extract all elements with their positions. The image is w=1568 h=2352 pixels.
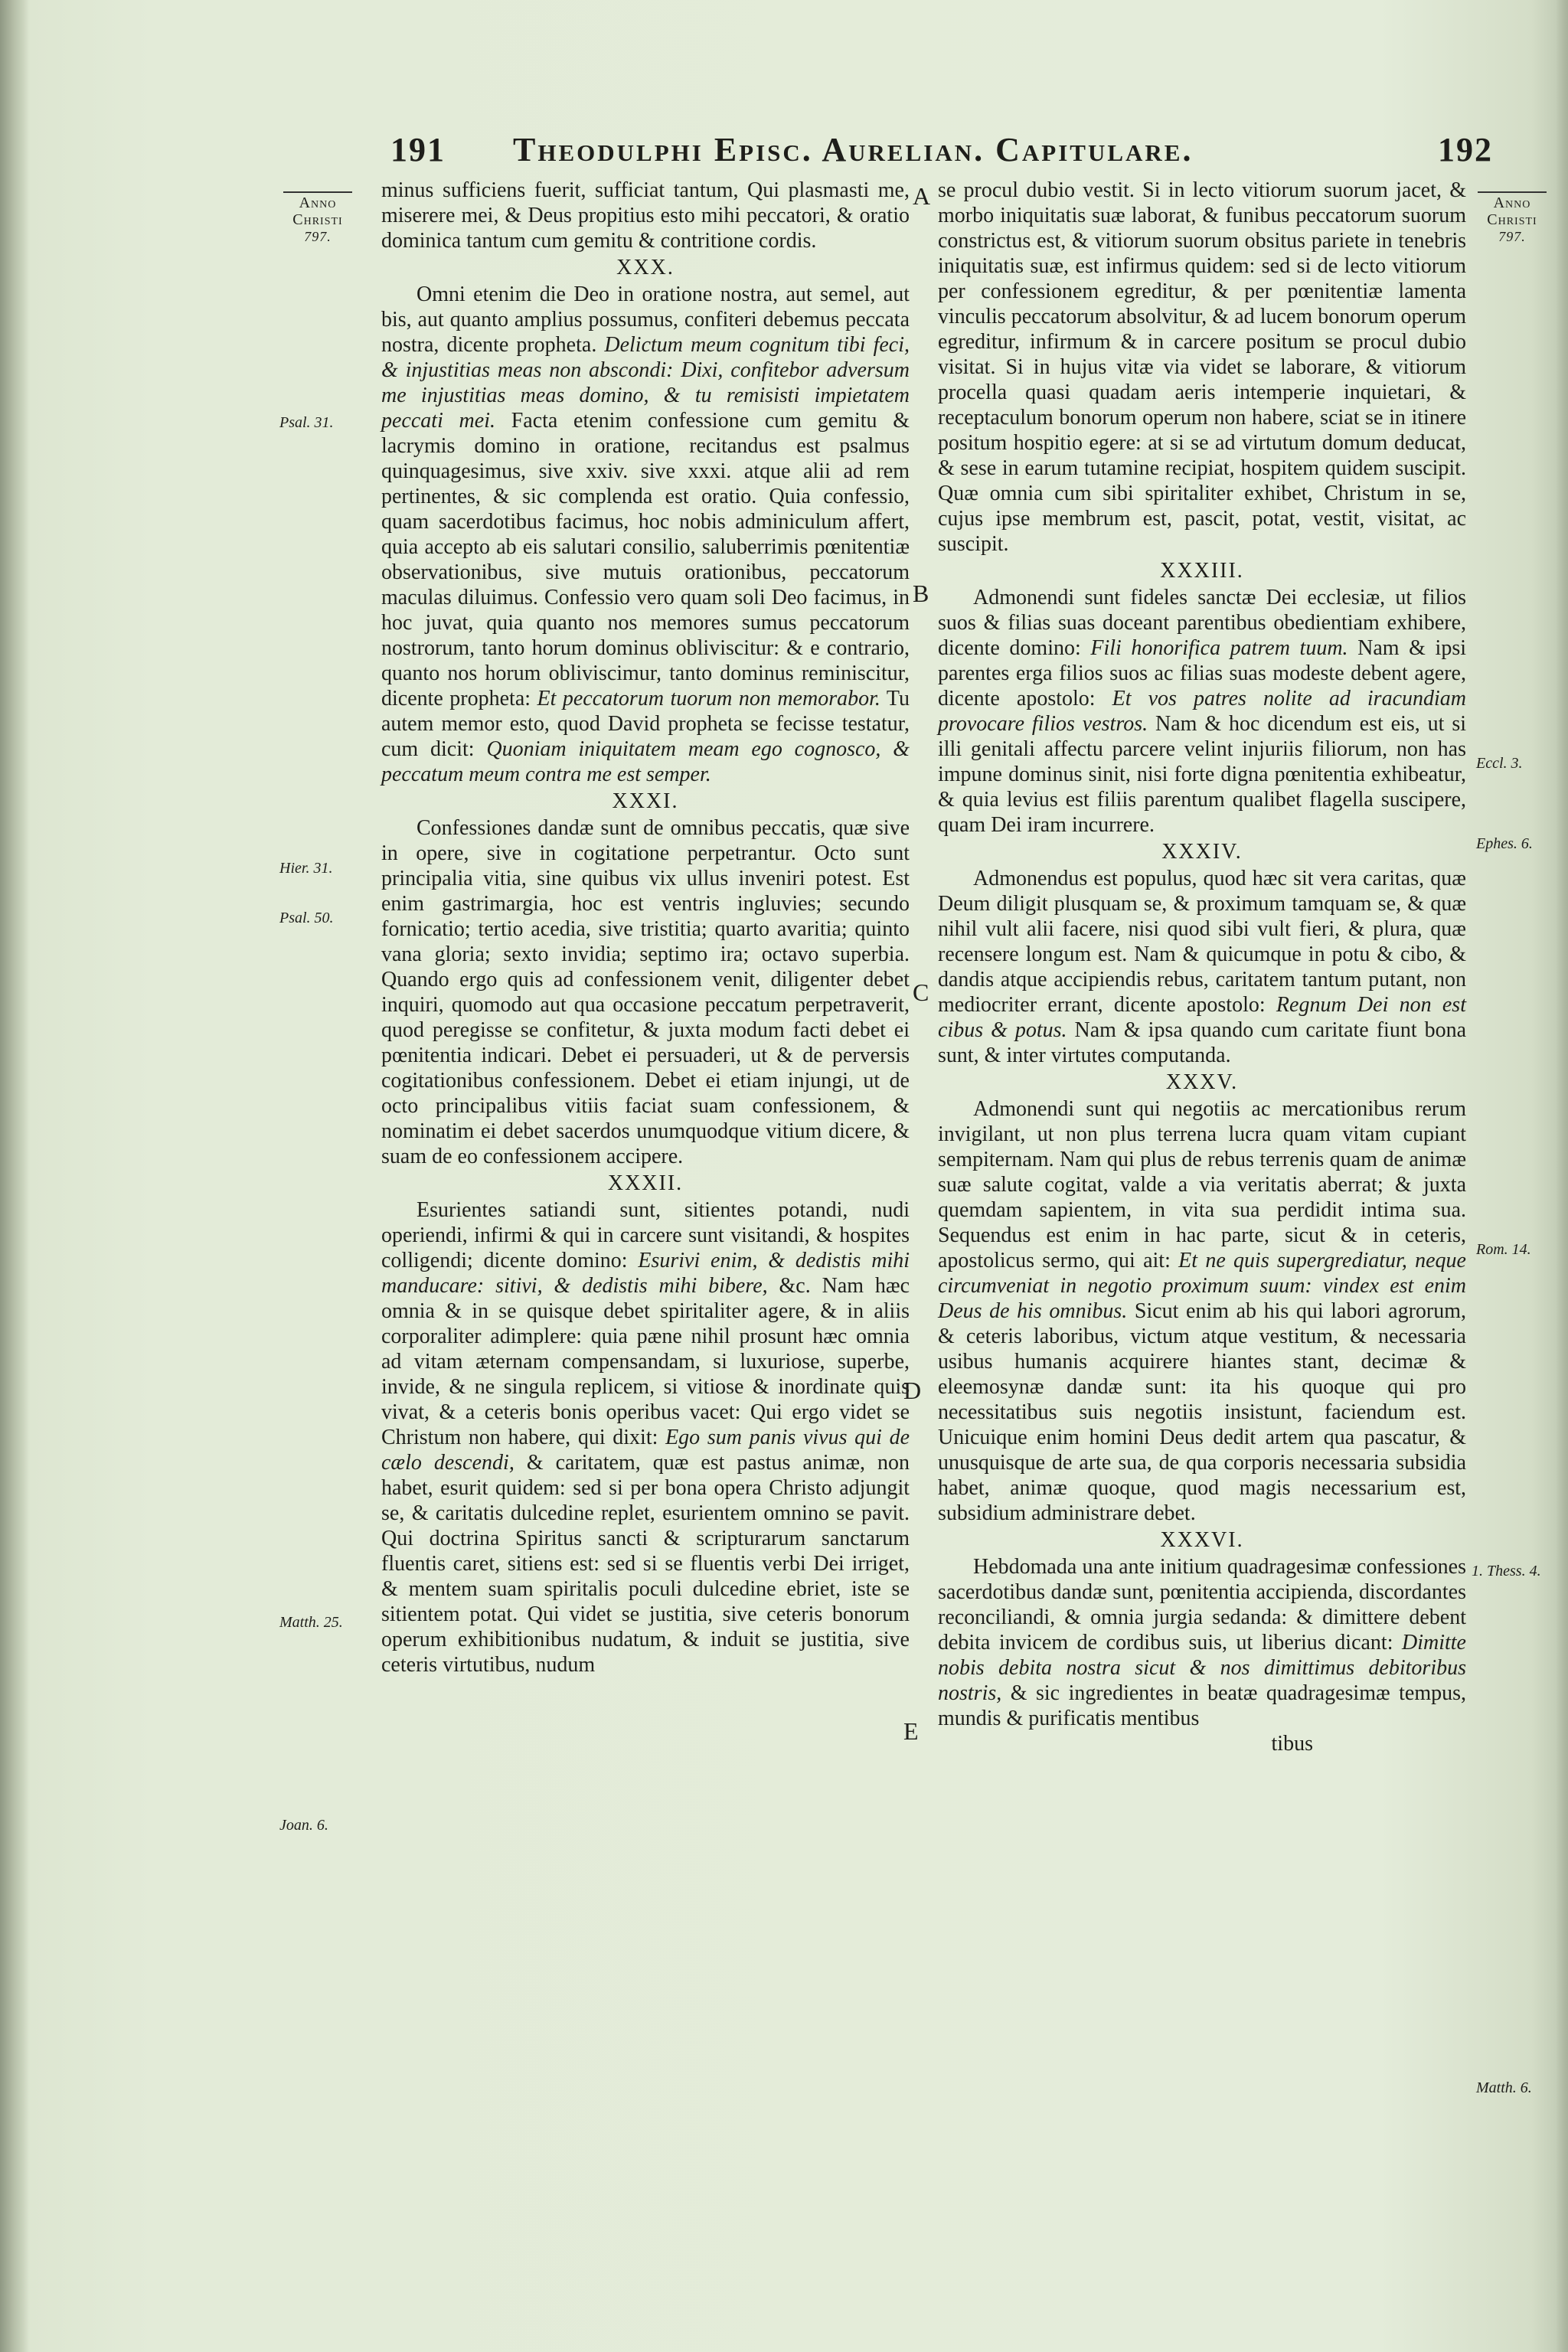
margin-ref-eccl-3: Eccl. 3. — [1476, 755, 1523, 772]
margin-ref-matth-25: Matth. 25. — [279, 1614, 343, 1631]
section-letter-b: B — [913, 580, 929, 607]
page-edge-shadow — [1556, 0, 1568, 2352]
section-heading-xxxvi: XXXVI. — [1160, 1528, 1244, 1552]
christi-label: Christi — [292, 211, 343, 228]
catchword: tibus — [1271, 1732, 1313, 1756]
paragraph: Admonendi sunt fideles sanctæ Dei ecclesiæ, ut filios suos & filias suas doceant parentibus obedientiam exhibere, dicente domino: Fili honorifica patrem tuum. Nam & ipsi parentes erga filios suos ac filias suas modeste debent agere, dicente apostolo: Et vos patres nolite ad iracundiam provocare filios vestros. Nam & hoc dicendum est eis, ut si illi genitali affectu parcere velint injuriis filiorum, non has impune dominus sinit, nisi forte digna pœnitentia exhibeatur, & quia levius est filiis parentum qualibet flagella suscipere, quam Dei iram incurrere. — [938, 586, 1466, 837]
running-head — [390, 130, 1493, 176]
margin-ref-hier-31: Hier. 31. — [279, 860, 333, 877]
scripture-quote: Regnum Dei non est cibus & potus. — [938, 993, 1466, 1042]
section-letter-a: A — [913, 182, 931, 210]
scripture-quote: Ego sum panis vivus qui de cælo descendi, — [381, 1426, 910, 1475]
section-letter-e: E — [903, 1717, 919, 1745]
margin-ref-rom-14: Rom. 14. — [1476, 1241, 1531, 1258]
section-heading-xxxv: XXXV. — [1165, 1070, 1239, 1094]
paragraph: Omni etenim die Deo in oratione nostra, aut semel, aut bis, aut quanto amplius possumus, confiteri debemus peccata nostra, dicente propheta. Delictum meum cognitum tibi feci, & injustitias meas non abscondi: Dixi, confitebor adversum me injustitias meas domino, & tu remisisti impietatem peccati mei. Facta etenim confessione cum gemitu & lacrymis domino in oratione, recitandus est psalmus quinquagesimus, sive xxiv. sive xxxi. atque alii ad rem pertinentes, & sic complenda est oratio. Quia confessio, quam sacerdotibus facimus, hoc nobis adminiculum affert, quia accepto ab eis salutari consilio, saluberrimis pœnitentiæ observationibus, sive mutuis orationibus, peccatorum maculas diluimus. Confessio vero quam soli Deo facimus, in hoc juvat, quia quanto nos memores sumus peccatorum nostrorum, tanto horum dominus obliviscitur: & e contrario, quanto nos horum obliviscimur, tanto dominus reminiscitur, dicente propheta: Et peccatorum tuorum non memorabor. Tu autem memor esto, quod David propheta se fecisse testatur, cum dicit: Quoniam iniquitatem meam ego cognosco, & peccatum meum contra me est semper. — [381, 283, 910, 786]
anno-christi-right — [1474, 191, 1550, 245]
section-heading-xxxii: XXXII. — [607, 1171, 684, 1195]
margin-ref-psal-50: Psal. 50. — [279, 910, 334, 926]
anno-label: Anno — [1493, 194, 1531, 211]
paragraph: Admonendi sunt qui negotiis ac mercationibus rerum invigilant, ut non plus terrena lucra quam vitam cupiant sempiternam. Nam qui plus de rebus terrenis quam de animæ suæ salute cogitat, valde a via veritatis aberrat; & juxta quemdam sapientem, in vita sua perdidit intima sua. Sequendus est enim in hac parte, sicut & in ceteris, apostolicus sermo, qui ait: Et ne quis supergrediatur, neque circumveniat in negotio proximum suum: vindex est enim Deus de his omnibus. Sicut enim ab his qui labori agrorum, & ceteris laboribus, victum atque vestitum, & necessaria usibus humanis acquirere hiantes stant, decimæ & eleemosynæ dandæ sunt: ita his quoque qui pro necessitatibus suis negotiis insistunt, faciendum est. Unicuique enim homini Deus dedit artem qua pascatur, & unusquisque de arte sua, de qua corporis necessaria subsidia habet, animæ quoque, quod magis necessarium est, subsidium administrare debet. — [938, 1097, 1467, 1525]
paragraph: se procul dubio vestit. Si in lecto vitiorum suorum jacet, & morbo iniquitatis suæ laborat, & funibus peccatorum suorum constrictus est, & vitiorum suorum obsitus pariete in tenebris iniquitatis suæ, est infirmus quidem: sed si de lecto vitiorum per confessionem egreditur, & per pœnitentiæ lamenta vinculis peccatorum absolvitur, & ad lucem bonorum operum egreditur, infirmum & in carcere positum se procul dubio visitat. Si in hujus vitæ via videt se laborare, & vitiorum procella quasi quadam aeris intemperie inquietari, & receptaculum bonorum operum non habere, sciat se in itinere positum hospitio egere: at si se ad virtutum domum deducat, & sese in earum tutamine recipiat, hospitem quidem suscipit. Quæ omnia cum sibi spiritaliter exhibet, Christum in se, cujus ipse membrum est, pascit, potat, vestit, visitat, ac suscipit. — [938, 178, 1466, 556]
margin-ref-matth-6: Matth. 6. — [1476, 2079, 1532, 2096]
section-letter-d: D — [903, 1377, 922, 1404]
year-label: 797. — [1498, 229, 1526, 244]
margin-ref-thess-4: 1. Thess. 4. — [1472, 1563, 1541, 1579]
scripture-quote: Delictum meum cognitum tibi feci, & injustitias meas non abscondi: Dixi, confitebor adversum me injustitias meas domino, & tu remisisti impietatem peccati mei. — [381, 333, 910, 433]
section-letter-c: C — [913, 978, 929, 1006]
scripture-quote: Dimitte nobis debita nostra sicut & nos dimittimus debitoribus nostris, — [938, 1631, 1466, 1705]
margin-ref-ephes-6: Ephes. 6. — [1476, 835, 1533, 852]
paragraph: Esurientes satiandi sunt, sitientes potandi, nudi operiendi, infirmi & qui in carcere sunt visitandi, & hospites colligendi; dicente domino: Esurivi enim, & dedistis mihi manducare: sitivi, & dedistis mihi bibere, &c. Nam hæc omnia & in se quisque debet spiritaliter agere, & in aliis corporaliter adimplere: quia pæne nihil prosunt hæc omnia ad vitam æternam compensandam, si luxuriose, superbe, invide, & ne singula replicem, si vitiose & inordinate quis vivat, & a ceteris bonis operibus vacet: Qui ergo videt se Christum non habere, qui dixit: Ego sum panis vivus qui de cælo descendi, & caritatem, quæ est pastus animæ, non habet, esurit quidem: sed si per bona opera Christo adjungit se, & caritatis dulcedine replet, esurientem omnino se pavit. Qui doctrina Spiritus sancti & scripturarum sanctarum fluentis caret, sitiens est: sed si se fluentis verbi Dei irriget, & mentem suam spiritalis poculi dulcedine ebriet, iste se sitientem potat. Qui videt se justitia, sive ceteris bonorum operum exhibitionibus nudatum, & induit se justitia, sive ceteris virtutibus, nudum — [381, 1198, 910, 1677]
year-label: 797. — [304, 229, 332, 244]
book-gutter-shadow — [0, 0, 29, 2352]
section-heading-xxx: XXX. — [616, 256, 675, 279]
anno-label: Anno — [299, 194, 337, 211]
paragraph: minus sufficiens fuerit, sufficiat tantum, Qui plasmasti me, miserere mei, & Deus propitius esto mihi peccatori, & oratio dominica tantum cum gemitu & contritione cordis. — [381, 178, 910, 253]
page-title: Theodulphi Episc. Aurelian. Capitulare. — [513, 131, 1194, 168]
section-heading-xxxiv: XXXIV. — [1161, 840, 1243, 864]
right-text-column — [938, 178, 1466, 1756]
scripture-quote: Et ne quis supergrediatur, neque circumveniat in negotio proximum suum: vindex est enim Deus de his omnibus. — [938, 1249, 1466, 1323]
margin-ref-joan-6: Joan. 6. — [279, 1817, 328, 1834]
paragraph: Confessiones dandæ sunt de omnibus peccatis, quæ sive in opere, sive in cogitatione perpetrantur. Octo sunt principalia vitia, sine quibus vix ullus inveniri potest. Est enim gastrimargia, hoc est ventris ingluvies; secundo fornicatio; tertio acedia, sive tristitia; quarto avaritia; quinto vana gloria; sexto invidia; septimo ira; octavo superbia. Quando ergo quis ad confessionem venit, diligenter debet inquiri, quomodo aut qua occasione peccatum perpetraverit, quod peregisse se confitetur, & juxta modum facti debet ei pœnitentia indicari. Debet ei persuaderi, ut & de perversis cogitationibus confessionem. Debet ei etiam injungi, ut de octo principalibus vitiis faciat suam confessionem, & nominatim ei debet sacerdos unumquodque vitium dicere, & suam de eo confessionem accipere. — [381, 816, 910, 1168]
left-text-column — [381, 178, 910, 1677]
scripture-quote: Et vos patres nolite ad iracundiam provocare filios vestros. — [938, 687, 1466, 736]
section-heading-xxxiii: XXXIII. — [1160, 559, 1244, 583]
scripture-quote: Fili honorifica patrem tuum. — [1090, 636, 1348, 660]
scripture-quote: Esurivi enim, & dedistis mihi manducare: sitivi, & dedistis mihi bibere, — [381, 1249, 910, 1298]
paragraph: Hebdomada una ante initium quadragesimæ confessiones sacerdotibus dandæ sunt, pœnitentia accipienda, discordantes reconciliandi, & omnia jurgia sedanda: & dimittere debent debita invicem de cordibus suis, ut liberius dicant: Dimitte nobis debita nostra sicut & nos dimittimus debitoribus nostris, & sic ingredientes in beatæ quadragesimæ tempus, mundis & purificatis mentibus — [938, 1555, 1467, 1730]
margin-ref-psal-31: Psal. 31. — [279, 414, 334, 431]
page-number-left: 191 — [390, 131, 446, 168]
section-heading-xxxi: XXXI. — [612, 789, 679, 813]
scripture-quote: Et peccatorum tuorum non memorabor. — [537, 687, 880, 710]
page-number-right: 192 — [1438, 131, 1493, 168]
anno-christi-left — [279, 191, 356, 245]
paragraph: Admonendus est populus, quod hæc sit vera caritas, quæ Deum diligit plusquam se, & proximum tamquam se, & quæ nihil vult alii facere, nisi quod sibi vult fieri, & plura, quæ recensere longum est. Nam & quicumque in potu & cibo, & dandis atque accipiendis rebus, caritatem tantum putant, non mediocriter errant, dicente apostolo: Regnum Dei non est cibus & potus. Nam & ipsa quando cum caritate fiunt bona sunt, & inter virtutes computanda. — [938, 867, 1467, 1067]
christi-label: Christi — [1487, 211, 1537, 228]
scripture-quote: Quoniam iniquitatem meam ego cognosco, & peccatum meum contra me est semper. — [381, 737, 910, 786]
